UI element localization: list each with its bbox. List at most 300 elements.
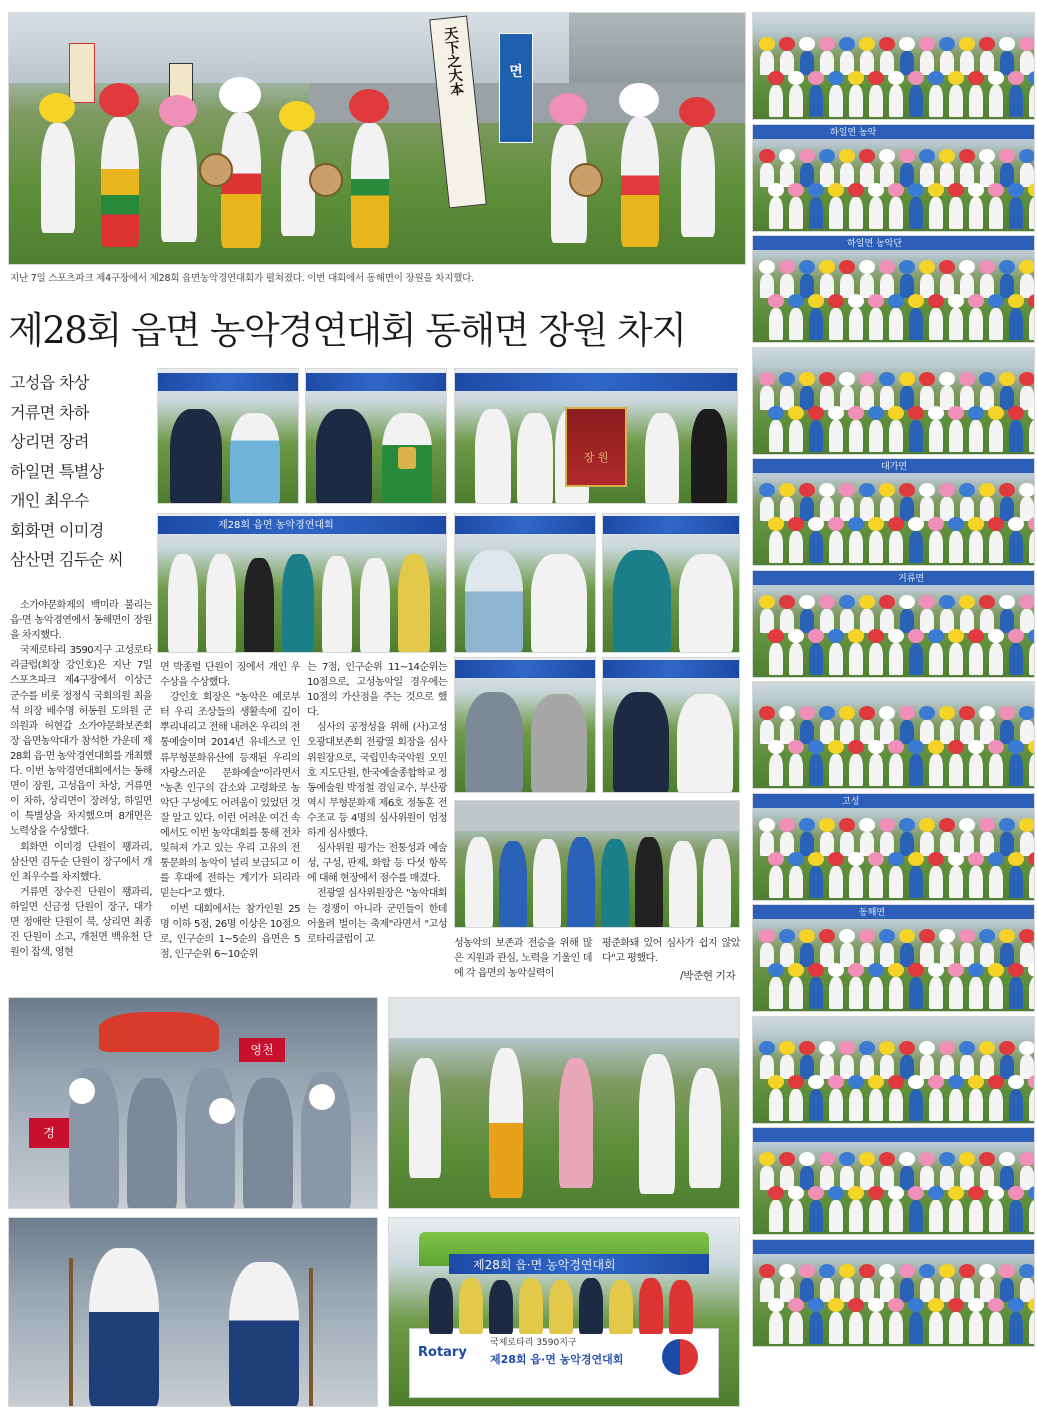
performer-hat xyxy=(939,1264,955,1278)
performer-hat xyxy=(828,740,844,754)
performer-hat xyxy=(959,1264,975,1278)
article-column-5 xyxy=(602,936,740,966)
performer-hat xyxy=(919,929,935,943)
performer xyxy=(909,1200,923,1232)
performer-hat xyxy=(768,1298,784,1312)
performer-hat xyxy=(908,1075,924,1089)
article-paragraph: 는 7점, 인구순위 11~14순위는 10점으로, 고성농악일 경우에는 10점의 가산점을 주는 것으로 했다. xyxy=(307,662,447,719)
performer-hat xyxy=(779,595,795,609)
team-group-photo xyxy=(752,124,1035,232)
team-label: 고성 xyxy=(842,796,860,807)
performer-hat xyxy=(928,1075,944,1089)
performer xyxy=(809,531,823,563)
performer-hat xyxy=(848,740,864,754)
performer-hat xyxy=(1008,963,1024,977)
performer-hat xyxy=(899,1041,915,1055)
person xyxy=(465,837,493,928)
performer-hat xyxy=(888,740,904,754)
performer-hat xyxy=(879,818,895,832)
person xyxy=(549,1280,573,1334)
performer-hat xyxy=(948,183,964,197)
performer xyxy=(681,127,715,237)
performer-hat xyxy=(799,1264,815,1278)
performer xyxy=(829,977,843,1009)
article-column-3 xyxy=(307,660,447,947)
article-headline: 제28회 읍면 농악경연대회 동해면 장원 차지 xyxy=(8,309,686,352)
performer xyxy=(989,308,1003,340)
performer xyxy=(809,1200,823,1232)
performer-hat xyxy=(99,83,139,117)
performer-hat xyxy=(799,37,815,51)
performer-hat xyxy=(799,1041,815,1055)
performer xyxy=(789,754,803,786)
performer-hat xyxy=(979,372,995,386)
performer-hat xyxy=(948,740,964,754)
performer xyxy=(849,420,863,452)
person xyxy=(519,1278,543,1334)
performer-hat xyxy=(779,483,795,497)
performer-hat xyxy=(999,149,1015,163)
performer-hat xyxy=(939,595,955,609)
performer xyxy=(789,197,803,229)
performer-hat xyxy=(928,852,944,866)
performer-hat xyxy=(1028,517,1035,531)
person xyxy=(127,1078,177,1209)
performer-hat xyxy=(928,183,944,197)
performer xyxy=(1009,1312,1023,1344)
performer-hat xyxy=(1019,372,1035,386)
performer-hat xyxy=(888,629,904,643)
performer-hat xyxy=(919,818,935,832)
performer xyxy=(1009,420,1023,452)
performer xyxy=(769,1200,783,1232)
performer xyxy=(889,531,903,563)
performer xyxy=(889,754,903,786)
performer-hat xyxy=(939,372,955,386)
performer xyxy=(1009,977,1023,1009)
tent-area xyxy=(389,998,739,1038)
performer-hat xyxy=(988,1298,1004,1312)
performer-hat xyxy=(999,1152,1015,1166)
performer-hat xyxy=(868,1298,884,1312)
logo-icon xyxy=(662,1339,698,1375)
performer xyxy=(889,977,903,1009)
article-paragraph: 평준화돼 있어 심사가 쉽지 않았다"고 평했다. xyxy=(602,938,740,965)
performer-hat xyxy=(1028,294,1035,308)
performer xyxy=(929,531,943,563)
performer xyxy=(769,866,783,898)
performer-hat xyxy=(999,372,1015,386)
person xyxy=(243,1078,293,1209)
performer-hat xyxy=(948,71,964,85)
person xyxy=(429,1278,453,1334)
performer xyxy=(1029,1200,1035,1232)
performer xyxy=(949,531,963,563)
performer-hat xyxy=(808,294,824,308)
performer-hat xyxy=(1019,37,1035,51)
performer-hat xyxy=(759,706,775,720)
performer-hat xyxy=(868,740,884,754)
performer xyxy=(909,531,923,563)
performer xyxy=(849,1200,863,1232)
performer-hat xyxy=(779,929,795,943)
team-label: 동해면 xyxy=(859,908,886,918)
performer xyxy=(41,123,75,233)
performer-hat xyxy=(808,852,824,866)
award-photo-4 xyxy=(602,513,740,653)
performer xyxy=(769,643,783,675)
apartment-buildings xyxy=(569,13,746,93)
performer-hat xyxy=(899,1264,915,1278)
performer xyxy=(789,1312,803,1344)
performer xyxy=(989,1089,1003,1121)
person xyxy=(499,841,527,928)
performer xyxy=(929,85,943,117)
performer xyxy=(929,754,943,786)
team-group-photo xyxy=(752,458,1035,566)
performer xyxy=(949,754,963,786)
performer-hat xyxy=(859,706,875,720)
performer-hat xyxy=(799,483,815,497)
performer xyxy=(809,420,823,452)
performer-hat xyxy=(928,740,944,754)
performer xyxy=(929,643,943,675)
performer-hat xyxy=(868,517,884,531)
performer-hat xyxy=(988,629,1004,643)
performer xyxy=(969,85,983,117)
performer xyxy=(929,1089,943,1121)
performer xyxy=(789,977,803,1009)
person xyxy=(517,413,553,504)
performer xyxy=(809,866,823,898)
cheer-sign-small xyxy=(29,1118,69,1148)
performer-hat xyxy=(899,706,915,720)
background-wall xyxy=(455,801,739,831)
performer xyxy=(869,866,883,898)
performer-hat xyxy=(759,372,775,386)
performer-hat xyxy=(828,1075,844,1089)
performer-hat xyxy=(279,101,315,131)
performer-hat xyxy=(899,260,915,274)
performer-hat xyxy=(839,595,855,609)
performer-hat xyxy=(1008,517,1024,531)
performer xyxy=(809,643,823,675)
person xyxy=(703,839,731,928)
team-label: 하일면 농악단 xyxy=(847,239,903,249)
cheer-sign xyxy=(99,1012,219,1052)
performer xyxy=(949,1312,963,1344)
performer-hat xyxy=(779,1264,795,1278)
performer-hat xyxy=(928,71,944,85)
article-paragraph: 전광열 심사위원장은 "농악대회는 경쟁이 아니라 군민들이 한데 어울려 벌이는 축제"라면서 "고성 로타리클럽이 고 xyxy=(307,888,447,945)
person xyxy=(322,556,352,653)
performer xyxy=(809,85,823,117)
performer-hat xyxy=(968,1298,984,1312)
tent-banner xyxy=(753,1128,1034,1142)
performer-hat xyxy=(968,629,984,643)
performer-hat xyxy=(968,183,984,197)
performer-hat xyxy=(939,483,955,497)
cheer-sign-text: 영천 xyxy=(250,1043,274,1057)
performer-hat xyxy=(959,372,975,386)
article-paragraph: 면 박종렬 단원이 징에서 개인 우수상을 수상했다. xyxy=(160,662,300,689)
performer xyxy=(869,754,883,786)
performer-hat xyxy=(1028,1298,1035,1312)
performer xyxy=(809,308,823,340)
performer xyxy=(949,643,963,675)
performer-hat xyxy=(819,1041,835,1055)
singers-photo xyxy=(8,1217,378,1407)
performer-hat xyxy=(999,483,1015,497)
person xyxy=(669,1280,693,1334)
performer-hat xyxy=(679,97,715,127)
article-paragraph: 강인호 회장은 "농악은 예로부터 우리 조상들의 생활속에 깊이 뿌리내리고 전해 내려온 우리의 전통예술이며 2014년 유네스코 인류무형문화유산에 등재된 우리의 자랑스러운 문화예술"이라면서 "농촌 인구의 감소와 고령화로 농악단 구성에도 어려움이 있었던 것 잘 알고 있다. 이런 어려운 여건 속에서도 이번 농악대회를 통해 전차 잊혀져 가고 있는 우리 고유의 전통문화의 농악이 널리 보급되고 이를 후대에 전하는 계기가 되리라 믿는다"고 했다. xyxy=(160,692,300,900)
performer-hat xyxy=(788,1298,804,1312)
performer-hat xyxy=(828,71,844,85)
performer-hat xyxy=(979,260,995,274)
performer-hat xyxy=(799,372,815,386)
performer xyxy=(949,1200,963,1232)
performer xyxy=(929,308,943,340)
performer-hat xyxy=(888,1298,904,1312)
performer-hat xyxy=(908,1186,924,1200)
performer-hat xyxy=(979,1041,995,1055)
performer-hat xyxy=(779,706,795,720)
performer-hat xyxy=(988,294,1004,308)
team-label: 거류면 xyxy=(898,573,925,584)
performer-hat xyxy=(868,294,884,308)
performer-hat xyxy=(859,818,875,832)
performer-hat xyxy=(808,1186,824,1200)
performer-hat xyxy=(828,963,844,977)
performer-hat xyxy=(928,1186,944,1200)
performer-hat xyxy=(1008,183,1024,197)
performer-hat xyxy=(988,71,1004,85)
performer-hat xyxy=(788,183,804,197)
performer-hat xyxy=(999,37,1015,51)
performer xyxy=(949,977,963,1009)
person xyxy=(398,554,430,653)
performer-hat xyxy=(968,1186,984,1200)
performer-hat xyxy=(828,852,844,866)
performer xyxy=(789,1089,803,1121)
performer-hat xyxy=(788,963,804,977)
team-group-photo xyxy=(752,1127,1035,1235)
subheadline-item: 회화면 이미경 xyxy=(10,520,104,540)
performer-hat xyxy=(759,1152,775,1166)
performer-hat xyxy=(828,629,844,643)
performer-hat xyxy=(959,929,975,943)
performer xyxy=(1009,85,1023,117)
performer xyxy=(989,531,1003,563)
performer xyxy=(889,308,903,340)
performer-hat xyxy=(839,37,855,51)
person xyxy=(533,839,561,928)
award-photo-2 xyxy=(305,368,447,504)
performer-hat xyxy=(988,740,1004,754)
performer-hat xyxy=(859,149,875,163)
performer-hat xyxy=(999,1264,1015,1278)
performer-hat xyxy=(948,1075,964,1089)
byline: /박준현 기자 xyxy=(680,970,736,982)
performer-hat xyxy=(879,149,895,163)
performer-hat xyxy=(819,818,835,832)
performer-hat xyxy=(908,517,924,531)
performer-hat xyxy=(999,595,1015,609)
performer-hat xyxy=(819,929,835,943)
performer xyxy=(1029,197,1035,229)
performer xyxy=(789,85,803,117)
performer-hat xyxy=(768,740,784,754)
performer xyxy=(909,1089,923,1121)
performer xyxy=(849,977,863,1009)
performer-hat xyxy=(948,406,964,420)
performer-hat xyxy=(808,71,824,85)
performer xyxy=(909,866,923,898)
performer xyxy=(929,866,943,898)
performer-hat xyxy=(968,71,984,85)
person xyxy=(679,554,733,653)
performer-hat xyxy=(1008,71,1024,85)
performer-hat xyxy=(759,260,775,274)
performer-hat xyxy=(1008,1075,1024,1089)
person xyxy=(206,554,236,653)
performer-hat xyxy=(799,818,815,832)
subheadline-item: 고성읍 차상 xyxy=(10,373,89,392)
performer xyxy=(869,420,883,452)
performer-hat xyxy=(839,260,855,274)
staff xyxy=(309,1268,313,1407)
team-label: 대가면 xyxy=(881,462,908,472)
group-banner xyxy=(409,1328,719,1398)
performer-hat xyxy=(768,517,784,531)
performer-hat xyxy=(1019,706,1035,720)
performer-hat xyxy=(879,1264,895,1278)
performer-hat xyxy=(979,706,995,720)
performer-hat xyxy=(788,406,804,420)
performer-hat xyxy=(788,517,804,531)
performer-hat xyxy=(888,406,904,420)
event-banner-text: 제28회 읍면 농악경연대회 xyxy=(218,520,334,531)
performer-hat xyxy=(999,1041,1015,1055)
performer xyxy=(849,85,863,117)
performer-hat xyxy=(848,406,864,420)
performer-hat xyxy=(819,706,835,720)
performer xyxy=(849,866,863,898)
tent-banner xyxy=(753,1240,1034,1254)
performer xyxy=(949,1089,963,1121)
performer xyxy=(969,643,983,675)
performer-hat xyxy=(979,483,995,497)
award-photo-grand-prize xyxy=(454,368,738,504)
performer-hat xyxy=(968,517,984,531)
trophy-icon xyxy=(398,447,416,469)
performer-hat xyxy=(979,818,995,832)
performer-hat xyxy=(959,149,975,163)
performer-hat xyxy=(808,1075,824,1089)
performer xyxy=(889,1200,903,1232)
performer-hat xyxy=(999,929,1015,943)
performer-hat xyxy=(819,149,835,163)
performer-hat xyxy=(819,1152,835,1166)
performer-hat xyxy=(828,1186,844,1200)
performer-hat xyxy=(1019,818,1035,832)
performer-hat xyxy=(808,963,824,977)
article-paragraph: 거류면 장수진 단원이 꽹과리, 하일면 신금정 단원이 장구, 대가면 정애란 단원이 북, 상리면 최종진 단원이 소고, 개천면 백유천 단원이 잡색, 영현 xyxy=(10,886,152,959)
performer xyxy=(769,977,783,1009)
performer-hat xyxy=(808,629,824,643)
performer-hat xyxy=(859,260,875,274)
performer-hat xyxy=(839,706,855,720)
performer xyxy=(889,197,903,229)
performer-hat xyxy=(948,852,964,866)
performer-hat xyxy=(859,372,875,386)
performer-hat xyxy=(759,1264,775,1278)
performer-hat xyxy=(1019,1041,1035,1055)
performer-hat xyxy=(1019,929,1035,943)
performer-hat xyxy=(908,294,924,308)
performer xyxy=(949,866,963,898)
team-group-photo xyxy=(752,12,1035,120)
performer xyxy=(809,754,823,786)
performer xyxy=(909,643,923,675)
performer-hat xyxy=(968,963,984,977)
performer xyxy=(1029,308,1035,340)
performer-hat xyxy=(968,1075,984,1089)
performer xyxy=(969,1200,983,1232)
performer-hat xyxy=(879,595,895,609)
person xyxy=(669,841,697,928)
side-flag-text: 면 xyxy=(509,64,523,80)
subheadline-list xyxy=(10,368,150,575)
performer xyxy=(809,977,823,1009)
performer-hat xyxy=(1008,1298,1024,1312)
performer-hat xyxy=(788,629,804,643)
performer-hat xyxy=(759,149,775,163)
performer-hat xyxy=(988,852,1004,866)
performer xyxy=(829,1200,843,1232)
performer-hat xyxy=(848,71,864,85)
team-group-photo xyxy=(752,235,1035,343)
performer-hat xyxy=(959,260,975,274)
award-photo-group-1 xyxy=(157,513,447,653)
event-banner-text: 제28회 읍·면 농악경연대회 xyxy=(473,1258,616,1272)
performer-hat xyxy=(779,1152,795,1166)
performer-hat xyxy=(808,183,824,197)
performer-hat xyxy=(819,372,835,386)
award-photo-6 xyxy=(602,657,740,793)
person xyxy=(459,1278,483,1334)
performer xyxy=(829,197,843,229)
person xyxy=(360,558,390,653)
performer xyxy=(949,420,963,452)
performer xyxy=(829,420,843,452)
performer xyxy=(789,643,803,675)
performer-hat xyxy=(839,1152,855,1166)
performer-hat xyxy=(848,963,864,977)
performer-hat xyxy=(819,483,835,497)
performer xyxy=(829,754,843,786)
performer-hat xyxy=(968,294,984,308)
performer-hat xyxy=(779,1041,795,1055)
performer-hat xyxy=(979,1264,995,1278)
performer-hat xyxy=(939,818,955,832)
performer xyxy=(829,85,843,117)
drum xyxy=(569,163,603,197)
performer-hat xyxy=(848,1298,864,1312)
performer-hat xyxy=(1028,852,1035,866)
performer xyxy=(909,754,923,786)
